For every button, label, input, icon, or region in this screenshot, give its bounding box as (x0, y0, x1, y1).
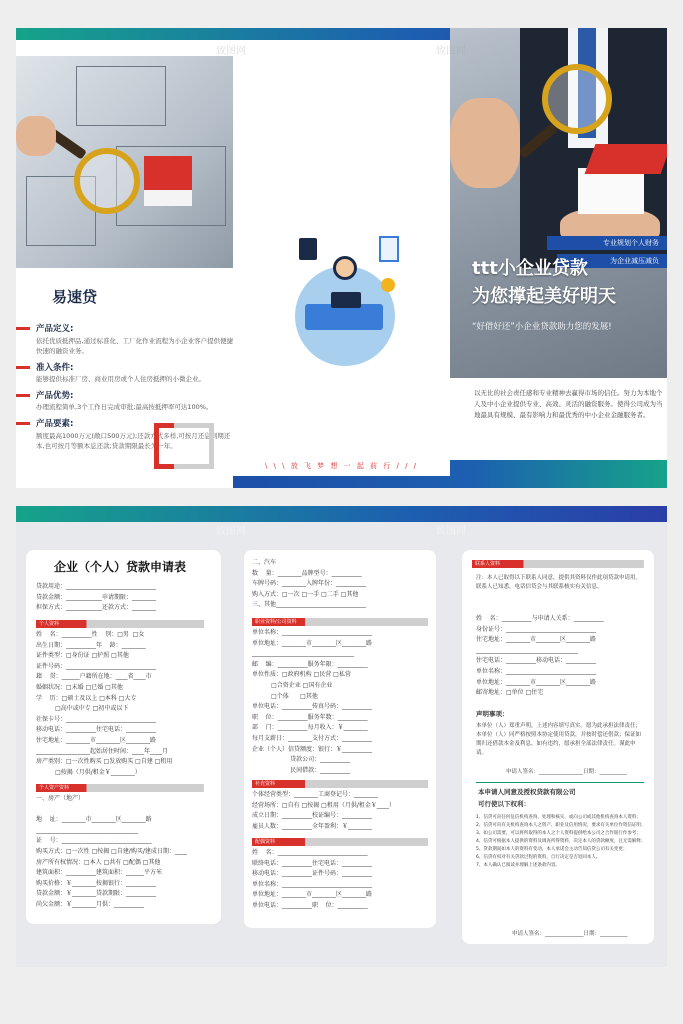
tag-strip: 专业规划个人财务 (547, 236, 667, 250)
cover-title: ttt小企业贷款 (472, 258, 588, 279)
watermark: 致图网 (216, 526, 246, 537)
contact-intro: 注：本人已取得以下联系人同意，提供其资料仅作此项贷款申请用。联系人已知悉，电话信贷会与其联系核实有关信息。 (476, 575, 642, 590)
form-title: 企业（个人）贷款申请表 (54, 560, 187, 574)
spouse-fields[interactable]: 姓 名：______________________________ 联络电话：__________住宅电话：__________ 移动电话：__________证件号码：__________ 单位名称：______________________________ 单位地址：________市________区________路 单位电话：__________职 位：__________ (252, 849, 373, 909)
house-model-icon (144, 156, 192, 190)
section-header: 个人资料 (36, 620, 204, 628)
watermark: 致图网 (436, 526, 466, 537)
section-header: 联系人资料 (472, 560, 644, 568)
auth-title: 本申请人同意及授权贷款有限公司 (478, 788, 576, 796)
applicant-signature[interactable]: 申请人签名：________________日期：__________ (506, 769, 628, 775)
contact-fields[interactable]: 姓 名：__________与申请人关系：__________ 身份证号：______________________________ 住宅地址：________市________区________路 __________________________________ 住宅电话：__________移动电话：__________ 单位名称：______________________________ 单位地址：________市________区________路 邮寄地址：□单位 □住宅 (476, 615, 604, 697)
auth-subtitle: 可行使以下权利： (478, 800, 530, 808)
section-label: 产品优势: (36, 390, 236, 403)
person-icon (333, 256, 357, 280)
watermark: 致图网 (436, 46, 466, 57)
magnifier-icon (74, 148, 140, 214)
checklist-icon (379, 236, 399, 262)
blueprint-photo (16, 56, 233, 268)
form-panel-1 (26, 550, 221, 924)
section-label: 产品定义: (36, 323, 236, 336)
cover-body: 以无比的社会责任感和专业精神去赢得市场的信任。努力为本地个人及中小企业提供专业、高效、灵活的融资服务。使得公司成为当地最具有规模、最有影响力和最优秀的中小企业金融服务者。 (474, 389, 663, 420)
section-label: 产品要素: (36, 418, 236, 431)
section-header: 补充资料 (252, 780, 428, 788)
brochure-inside (16, 506, 667, 967)
section-header: 配偶资料 (252, 838, 428, 846)
tag-strip: 为企业减压减负 (557, 254, 667, 268)
personal-fields[interactable]: 姓 名：__________性 别：□男 □女 出生日期：__________年 龄：________ 证件类型：□身份证 □护照 □其他 证件号码：______________________________ 籍 贯：______户籍所在地：____省____市 婚姻状况：□未婚 □已婚 □其他 学 历：□硕士及以上 □本科 □大专 □高中或中专 □初中或以下 社保卡号：______________________________ 移动电话：__________住宅电话：__________ 住宅地址：________市________区________路 __________________起始居住时间：____年____月 房产类别：□一次性购买 □发放购买 □自建 □租用 □按揭（月供/租金￥________） (36, 631, 173, 776)
top-gradient-bar (16, 506, 667, 522)
brochure-outside (16, 28, 667, 488)
watermark: 致图网 (216, 46, 246, 57)
section-body: 能够提供标准厂房、商业用房或个人住房抵押的小微企业。 (36, 375, 205, 384)
car-fields[interactable]: 二、汽车 数 量：________品牌型号：__________ 车牌号码：________入牌年份：__________ 购入方式：□一次 □一手 □二手 □其他 三、其他______________________________ (252, 559, 367, 609)
cover-subtitle: “好借好还”小企业贷款助力您的发展! (472, 322, 612, 332)
supplement-fields[interactable]: 个体经营类型：________工商登记号：________ 经营场所：□自有 □按揭 □租用（月供/租金￥____） 成立日期：__________校证编号：__________ 雇员人数：__________全年盈利：￥________ (252, 791, 395, 830)
calculator-icon (299, 238, 317, 260)
final-signature[interactable]: 申请人签名：______________日期：__________ (512, 931, 628, 937)
laptop-icon (331, 292, 361, 308)
loan-fields[interactable]: 贷款用途：______________________________ 贷款金额：____________申请期限：________ 担保方式：____________还款方式：________ (36, 583, 157, 612)
cover-photo (450, 28, 667, 378)
section-header: 职业资料/公司资料 (252, 618, 428, 626)
section-body: 办理流程简单,3个工作日完成审批;最高按抵押率可达100%。 (36, 403, 213, 412)
section-body: 依托优质抵押品,通过标准化、工厂化作业流程为小企业客户提供便捷快速的融资业务。 (36, 336, 234, 356)
house-model-icon (578, 168, 644, 214)
form-panel-2 (244, 550, 436, 928)
section-header: 个人资产资料 (36, 784, 204, 792)
section-body: 额度最高1000万元(敞口500万元);还款方式多样,可按月还息到期还本,也可按月等额本息还款;贷款期限最长为一年。 (36, 431, 231, 450)
coin-icon (381, 278, 395, 292)
cover-title: 为您撑起美好明天 (472, 286, 616, 307)
declaration-body: 本单位（人）郑重声明，上述内容填写真实。愿为此承担法律责任；本单位（人）同严格按照本协定使用贷款，并按时偿还借款；保证如期归还借款本金及利息，如有违约，愿承担全部法律责任。谨此申请。 (476, 723, 642, 756)
section-label: 准入条件: (36, 362, 236, 375)
company-fields[interactable]: 单位名称：______________________________ 单位地址：________市________区________路 __________________________________ 邮 编：__________服务年限：__________ 单位性质：□政府机构 □民营 □私营 □合资企业 □国有企业 □个体 □其他 单位电话：__________传真号码：__________ 职 位：__________服务年数：__________ 部 门：__________每月收入：￥________ 每月支薪日：________支付方式：__________ 企业（个人）信贷额度：银行：￥__________ 贷款公司：__________ 民间借款：__________ (252, 629, 373, 774)
asset-fields[interactable]: 一、房产（地产） 地 址：________市________区________路 __________________________________ 证 号：______________________________ 购买方式：□一次性 □按揭 □自建/购买/建成日期：____ 房产所有权情况：□本人 □共有 □配偶 □其他 建筑面积：__________建筑面积：______平方米 购买价格：￥________按揭银行：__________ 贷款金额：￥________贷款期限：__________ 尚欠金额：￥________月供：__________ (36, 795, 187, 908)
slogan: \ \ \ 放 飞 梦 想 一 起 前 行 / / / (264, 462, 419, 470)
brand-title: 易速贷 (52, 288, 98, 306)
declaration-title: 声明事项： (476, 710, 509, 718)
auth-items: 1、信贷可向任何征信机构查询、处理和核实、或向公司或其他机构查询本人资料； 2、信贷可向有关机构查询本人之资产、职业及信用情况，要求有关单位作资信证明； 3、如公司需要，可以将所取得的本人之个人资料提供给本公司之合作银行作参考； 4、信贷可根据本人提供的资料及调查所得资料，决定本人的贷款额度，且无需解释； 5、贷款期间如本人的资料有变动，本人承诺会主动告知信贷公司有关变更； 6、信贷有权对有关贷款过程的资料，自行决定是否退回本人。 7、本人确认已阅读并理解上述条款内容。 (476, 815, 646, 868)
gray-frame-decoration (174, 423, 214, 469)
middle-panel (233, 56, 450, 476)
divider (476, 782, 644, 783)
form-panel-3 (462, 550, 654, 944)
hand-illustration (450, 98, 520, 188)
